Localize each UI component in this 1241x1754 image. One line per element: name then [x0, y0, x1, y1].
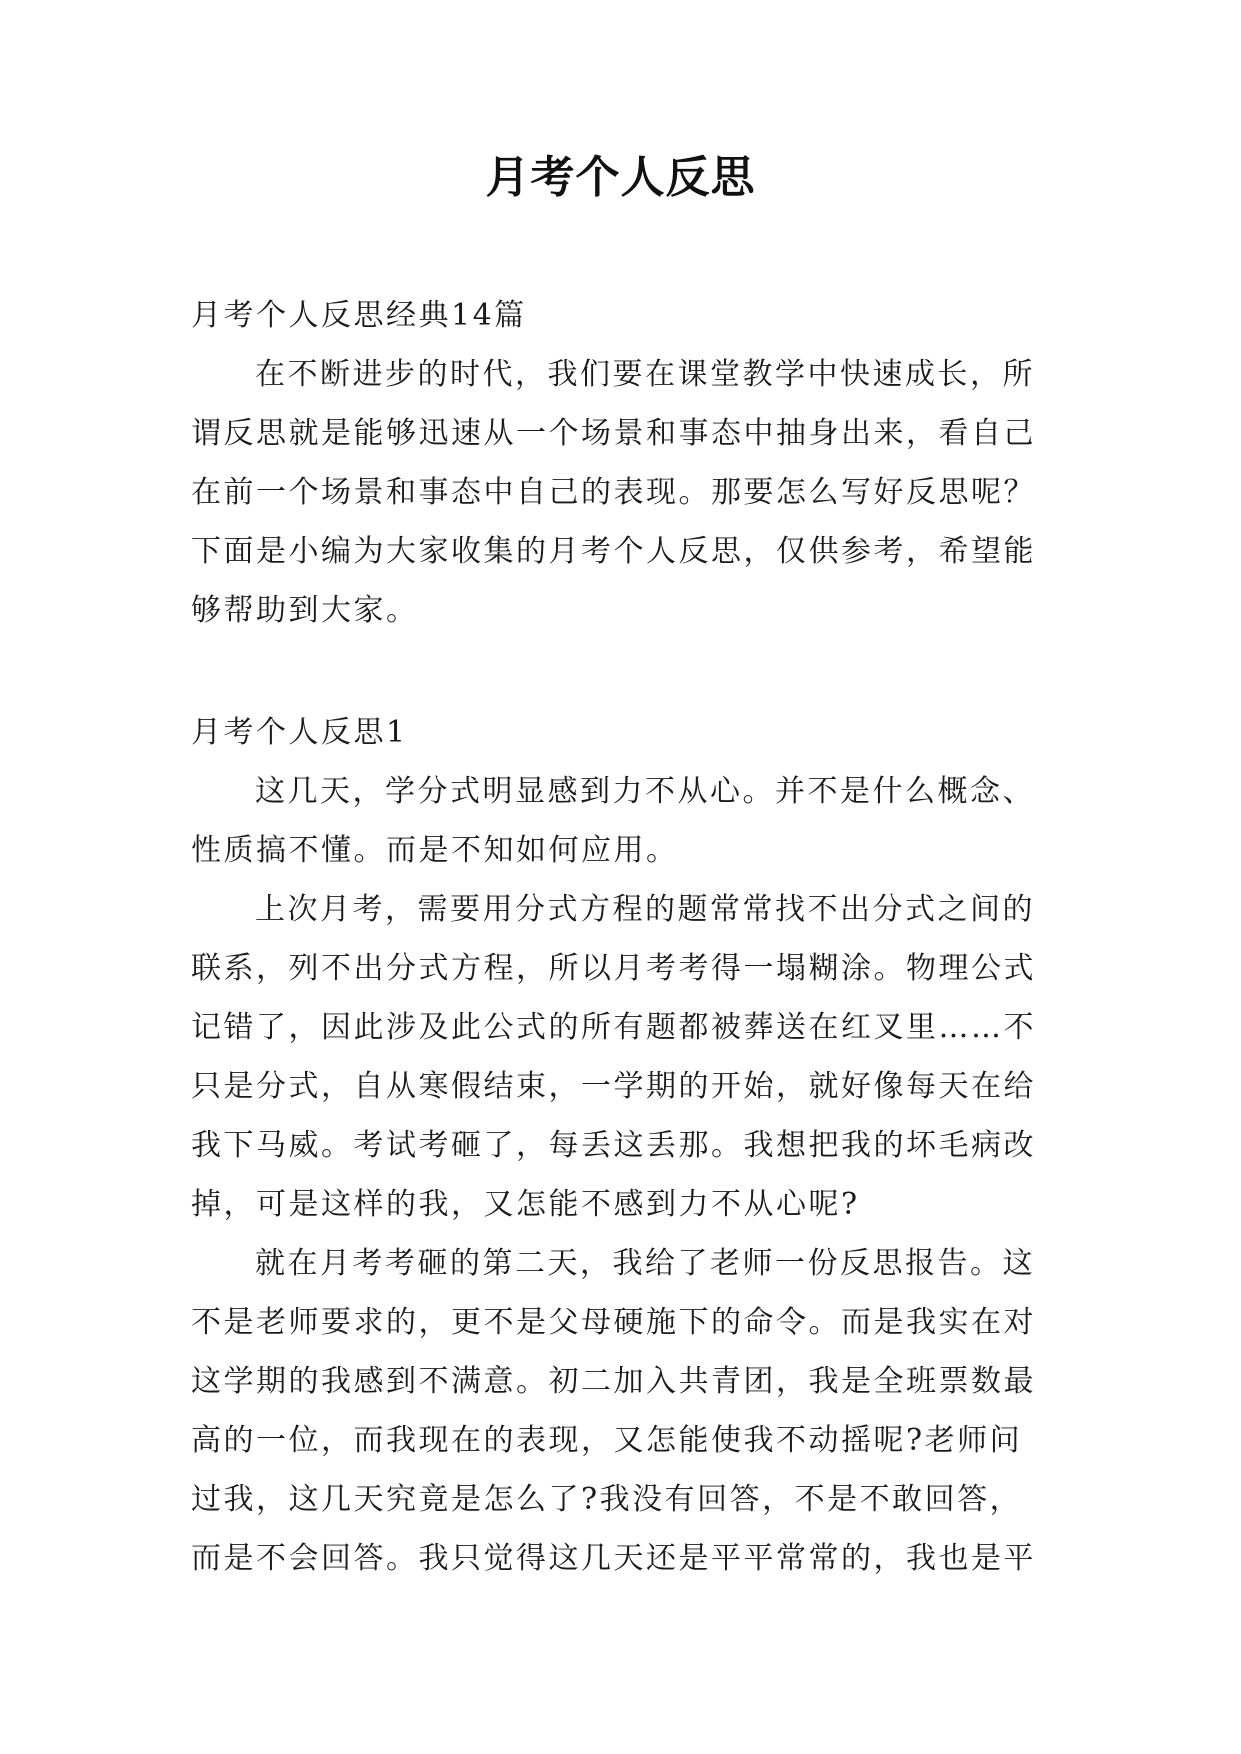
document-title: 月考个人反思	[485, 152, 756, 203]
paragraph-line: 过我，这几天究竟是怎么了?我没有回答，不是不敢回答，	[191, 1482, 1023, 1517]
body-paragraph-1	[191, 762, 1051, 880]
paragraph-line: 不是老师要求的，更不是父母硬施下的命令。而是我实在对	[191, 1305, 1036, 1340]
body-paragraph-2	[191, 880, 1051, 1234]
intro-line: 下面是小编为大家收集的月考个人反思，仅供参考，希望能	[191, 534, 1036, 569]
intro-line: 够帮助到大家。	[191, 593, 419, 628]
document-body	[191, 286, 1051, 1588]
paragraph-line: 记错了，因此涉及此公式的所有题都被葬送在红叉里……不	[191, 1010, 1036, 1045]
paragraph-line: 掉，可是这样的我，又怎能不感到力不从心呢?	[191, 1187, 860, 1222]
paragraph-line: 只是分式，自从寒假结束，一学期的开始，就好像每天在给	[191, 1069, 1036, 1104]
paragraph-line: 性质搞不懂。而是不知如何应用。	[191, 833, 679, 868]
document-subtitle: 月考个人反思经典14篇	[191, 298, 527, 333]
intro-line: 在前一个场景和事态中自己的表现。那要怎么写好反思呢？	[191, 475, 1036, 510]
body-paragraph-3	[191, 1234, 1051, 1588]
paragraph-line: 而是不会回答。我只觉得这几天还是平平常常的，我也是平	[191, 1541, 1036, 1576]
section-spacer	[191, 640, 1051, 703]
intro-line: 谓反思就是能够迅速从一个场景和事态中抽身出来，看自己	[191, 416, 1036, 451]
paragraph-line: 这几天，学分式明显感到力不从心。并不是什么概念、	[255, 774, 1035, 809]
section-heading: 月考个人反思1	[191, 715, 408, 750]
paragraph-line: 联系，列不出分式方程，所以月考考得一塌糊涂。物理公式	[191, 951, 1036, 986]
paragraph-line: 我下马威。考试考砸了，每丢这丢那。我想把我的坏毛病改	[191, 1128, 1036, 1163]
paragraph-line: 就在月考考砸的第二天，我给了老师一份反思报告。这	[255, 1246, 1035, 1281]
intro-line: 在不断进步的时代，我们要在课堂教学中快速成长，所	[255, 357, 1035, 392]
paragraph-line: 高的一位，而我现在的表现，又怎能使我不动摇呢?老师问	[191, 1423, 1023, 1458]
paragraph-line: 上次月考，需要用分式方程的题常常找不出分式之间的	[255, 892, 1035, 927]
intro-paragraph	[191, 345, 1051, 640]
paragraph-line: 这学期的我感到不满意。初二加入共青团，我是全班票数最	[191, 1364, 1036, 1399]
